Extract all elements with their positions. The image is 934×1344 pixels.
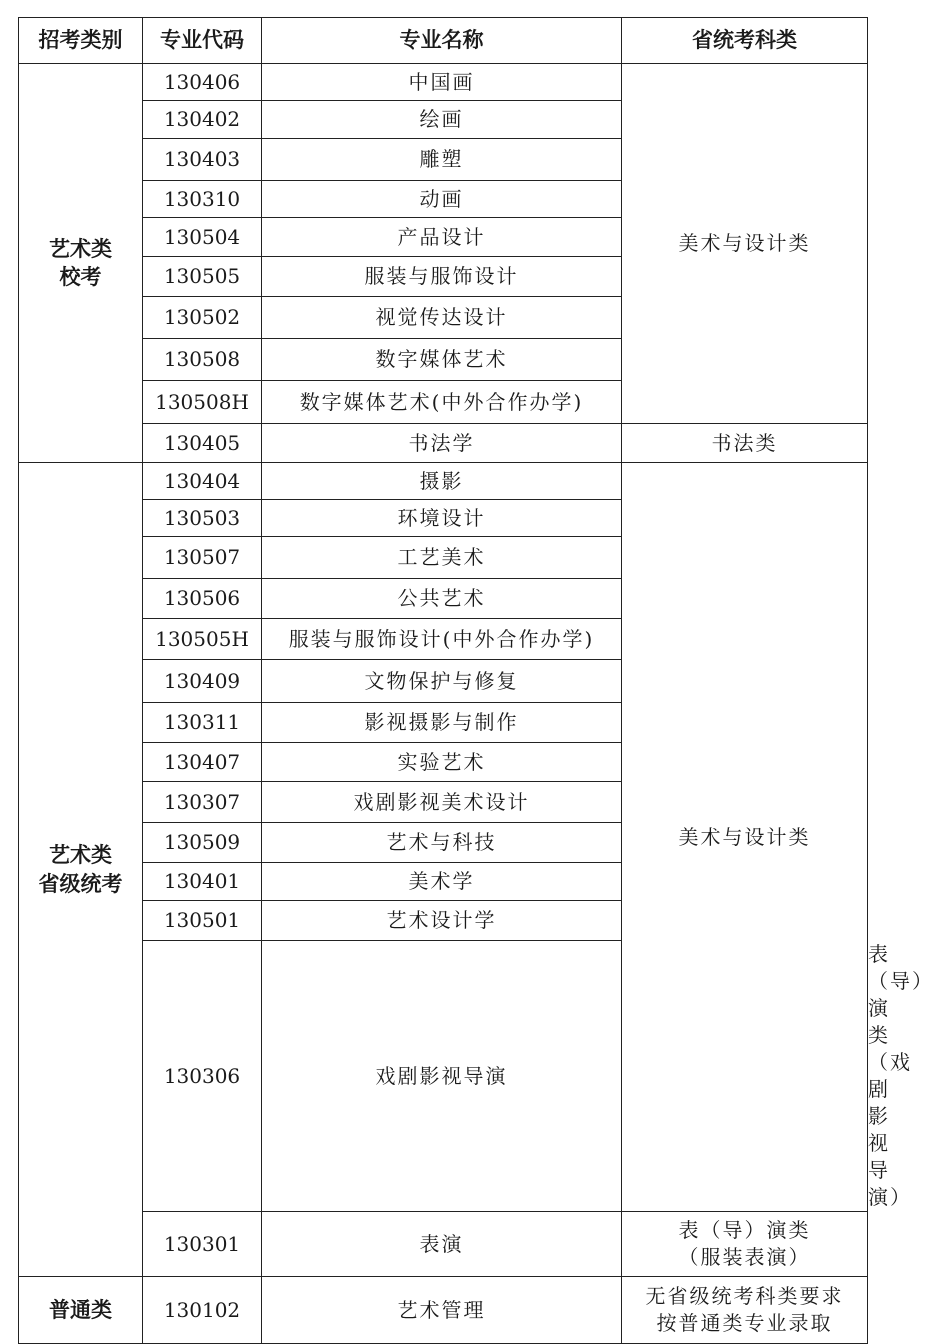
major-code: 130404 bbox=[143, 463, 262, 500]
category-label: 省级统考 bbox=[38, 871, 123, 896]
major-code: 130403 bbox=[143, 139, 262, 181]
major-name: 戏剧影视导演 bbox=[262, 941, 622, 1212]
major-code: 130509 bbox=[143, 823, 262, 863]
major-code: 130504 bbox=[143, 218, 262, 257]
major-name: 雕塑 bbox=[262, 139, 622, 181]
major-name: 影视摄影与制作 bbox=[262, 703, 622, 743]
major-code: 130505 bbox=[143, 257, 262, 297]
exam-kind-label: 表（导）演类 bbox=[678, 1218, 811, 1242]
major-name: 公共艺术 bbox=[262, 579, 622, 619]
majors-table bbox=[18, 17, 934, 1344]
major-code: 130407 bbox=[143, 743, 262, 782]
major-code: 130506 bbox=[143, 579, 262, 619]
exam-kind-label: 书法类 bbox=[711, 430, 778, 455]
category-cell bbox=[19, 64, 143, 463]
major-name: 绘画 bbox=[262, 101, 622, 139]
major-name: 数字媒体艺术 bbox=[262, 339, 622, 381]
major-code: 130409 bbox=[143, 660, 262, 703]
table-body bbox=[19, 64, 934, 1344]
major-name: 美术学 bbox=[262, 863, 622, 901]
major-code: 130402 bbox=[143, 101, 262, 139]
major-name: 动画 bbox=[262, 181, 622, 218]
header-kind: 省统考科类 bbox=[622, 18, 868, 64]
major-code: 130401 bbox=[143, 863, 262, 901]
category-cell bbox=[19, 463, 143, 1277]
major-code: 130306 bbox=[143, 941, 262, 1212]
major-name: 服装与服饰设计 bbox=[262, 257, 622, 297]
exam-kind-label: 无省级统考科类要求 bbox=[645, 1284, 844, 1308]
major-code: 130507 bbox=[143, 537, 262, 579]
major-code: 130102 bbox=[143, 1277, 262, 1344]
table-row: 130306 戏剧影视导演 表（导）演类 （戏剧影视导演） bbox=[19, 941, 868, 1212]
exam-kind-label: 美术与设计类 bbox=[678, 824, 811, 849]
major-code: 130406 bbox=[143, 64, 262, 101]
major-name: 表演 bbox=[262, 1212, 622, 1277]
exam-kind-cell bbox=[622, 463, 868, 1212]
major-code: 130502 bbox=[143, 297, 262, 339]
header-row bbox=[19, 18, 868, 64]
table-row bbox=[19, 463, 868, 500]
major-code: 130508H bbox=[143, 381, 262, 424]
major-code: 130301 bbox=[143, 1212, 262, 1277]
category-label: 艺术类 bbox=[49, 236, 112, 261]
major-code: 130505H bbox=[143, 619, 262, 660]
table-row bbox=[19, 1277, 868, 1344]
major-name: 产品设计 bbox=[262, 218, 622, 257]
major-name: 数字媒体艺术(中外合作办学) bbox=[262, 381, 622, 424]
table-row bbox=[19, 1212, 868, 1277]
major-name: 戏剧影视美术设计 bbox=[262, 782, 622, 823]
header-code: 专业代码 bbox=[143, 18, 262, 64]
major-name: 艺术与科技 bbox=[262, 823, 622, 863]
category-label: 普通类 bbox=[49, 1297, 112, 1322]
major-code: 130307 bbox=[143, 782, 262, 823]
major-name: 实验艺术 bbox=[262, 743, 622, 782]
category-label: 艺术类 bbox=[49, 843, 112, 868]
major-name: 艺术管理 bbox=[262, 1277, 622, 1344]
exam-kind-cell bbox=[622, 64, 868, 424]
major-name: 摄影 bbox=[262, 463, 622, 500]
exam-kind-cell bbox=[622, 424, 868, 463]
category-label: 校考 bbox=[59, 265, 102, 289]
major-name: 书法学 bbox=[262, 424, 622, 463]
major-name: 视觉传达设计 bbox=[262, 297, 622, 339]
major-code: 130501 bbox=[143, 901, 262, 941]
category-cell bbox=[19, 1277, 143, 1344]
major-code: 130311 bbox=[143, 703, 262, 743]
exam-kind-label: 美术与设计类 bbox=[678, 231, 811, 255]
major-name: 中国画 bbox=[262, 64, 622, 101]
exam-kind-cell bbox=[622, 1277, 868, 1344]
major-name: 环境设计 bbox=[262, 500, 622, 537]
major-name: 服装与服饰设计(中外合作办学) bbox=[262, 619, 622, 660]
major-name: 文物保护与修复 bbox=[262, 660, 622, 703]
major-code: 130310 bbox=[143, 181, 262, 218]
header-category: 招考类别 bbox=[19, 18, 143, 64]
major-name: 艺术设计学 bbox=[262, 901, 622, 941]
table-row bbox=[19, 64, 868, 101]
header-name: 专业名称 bbox=[262, 18, 622, 64]
exam-kind-label: （服装表演） bbox=[678, 1245, 811, 1269]
major-code: 130503 bbox=[143, 500, 262, 537]
major-code: 130508 bbox=[143, 339, 262, 381]
exam-kind-cell bbox=[622, 1212, 868, 1277]
major-code: 130405 bbox=[143, 424, 262, 463]
table-row bbox=[19, 424, 868, 463]
major-name: 工艺美术 bbox=[262, 537, 622, 579]
exam-kind-label: 按普通类专业录取 bbox=[656, 1311, 833, 1335]
